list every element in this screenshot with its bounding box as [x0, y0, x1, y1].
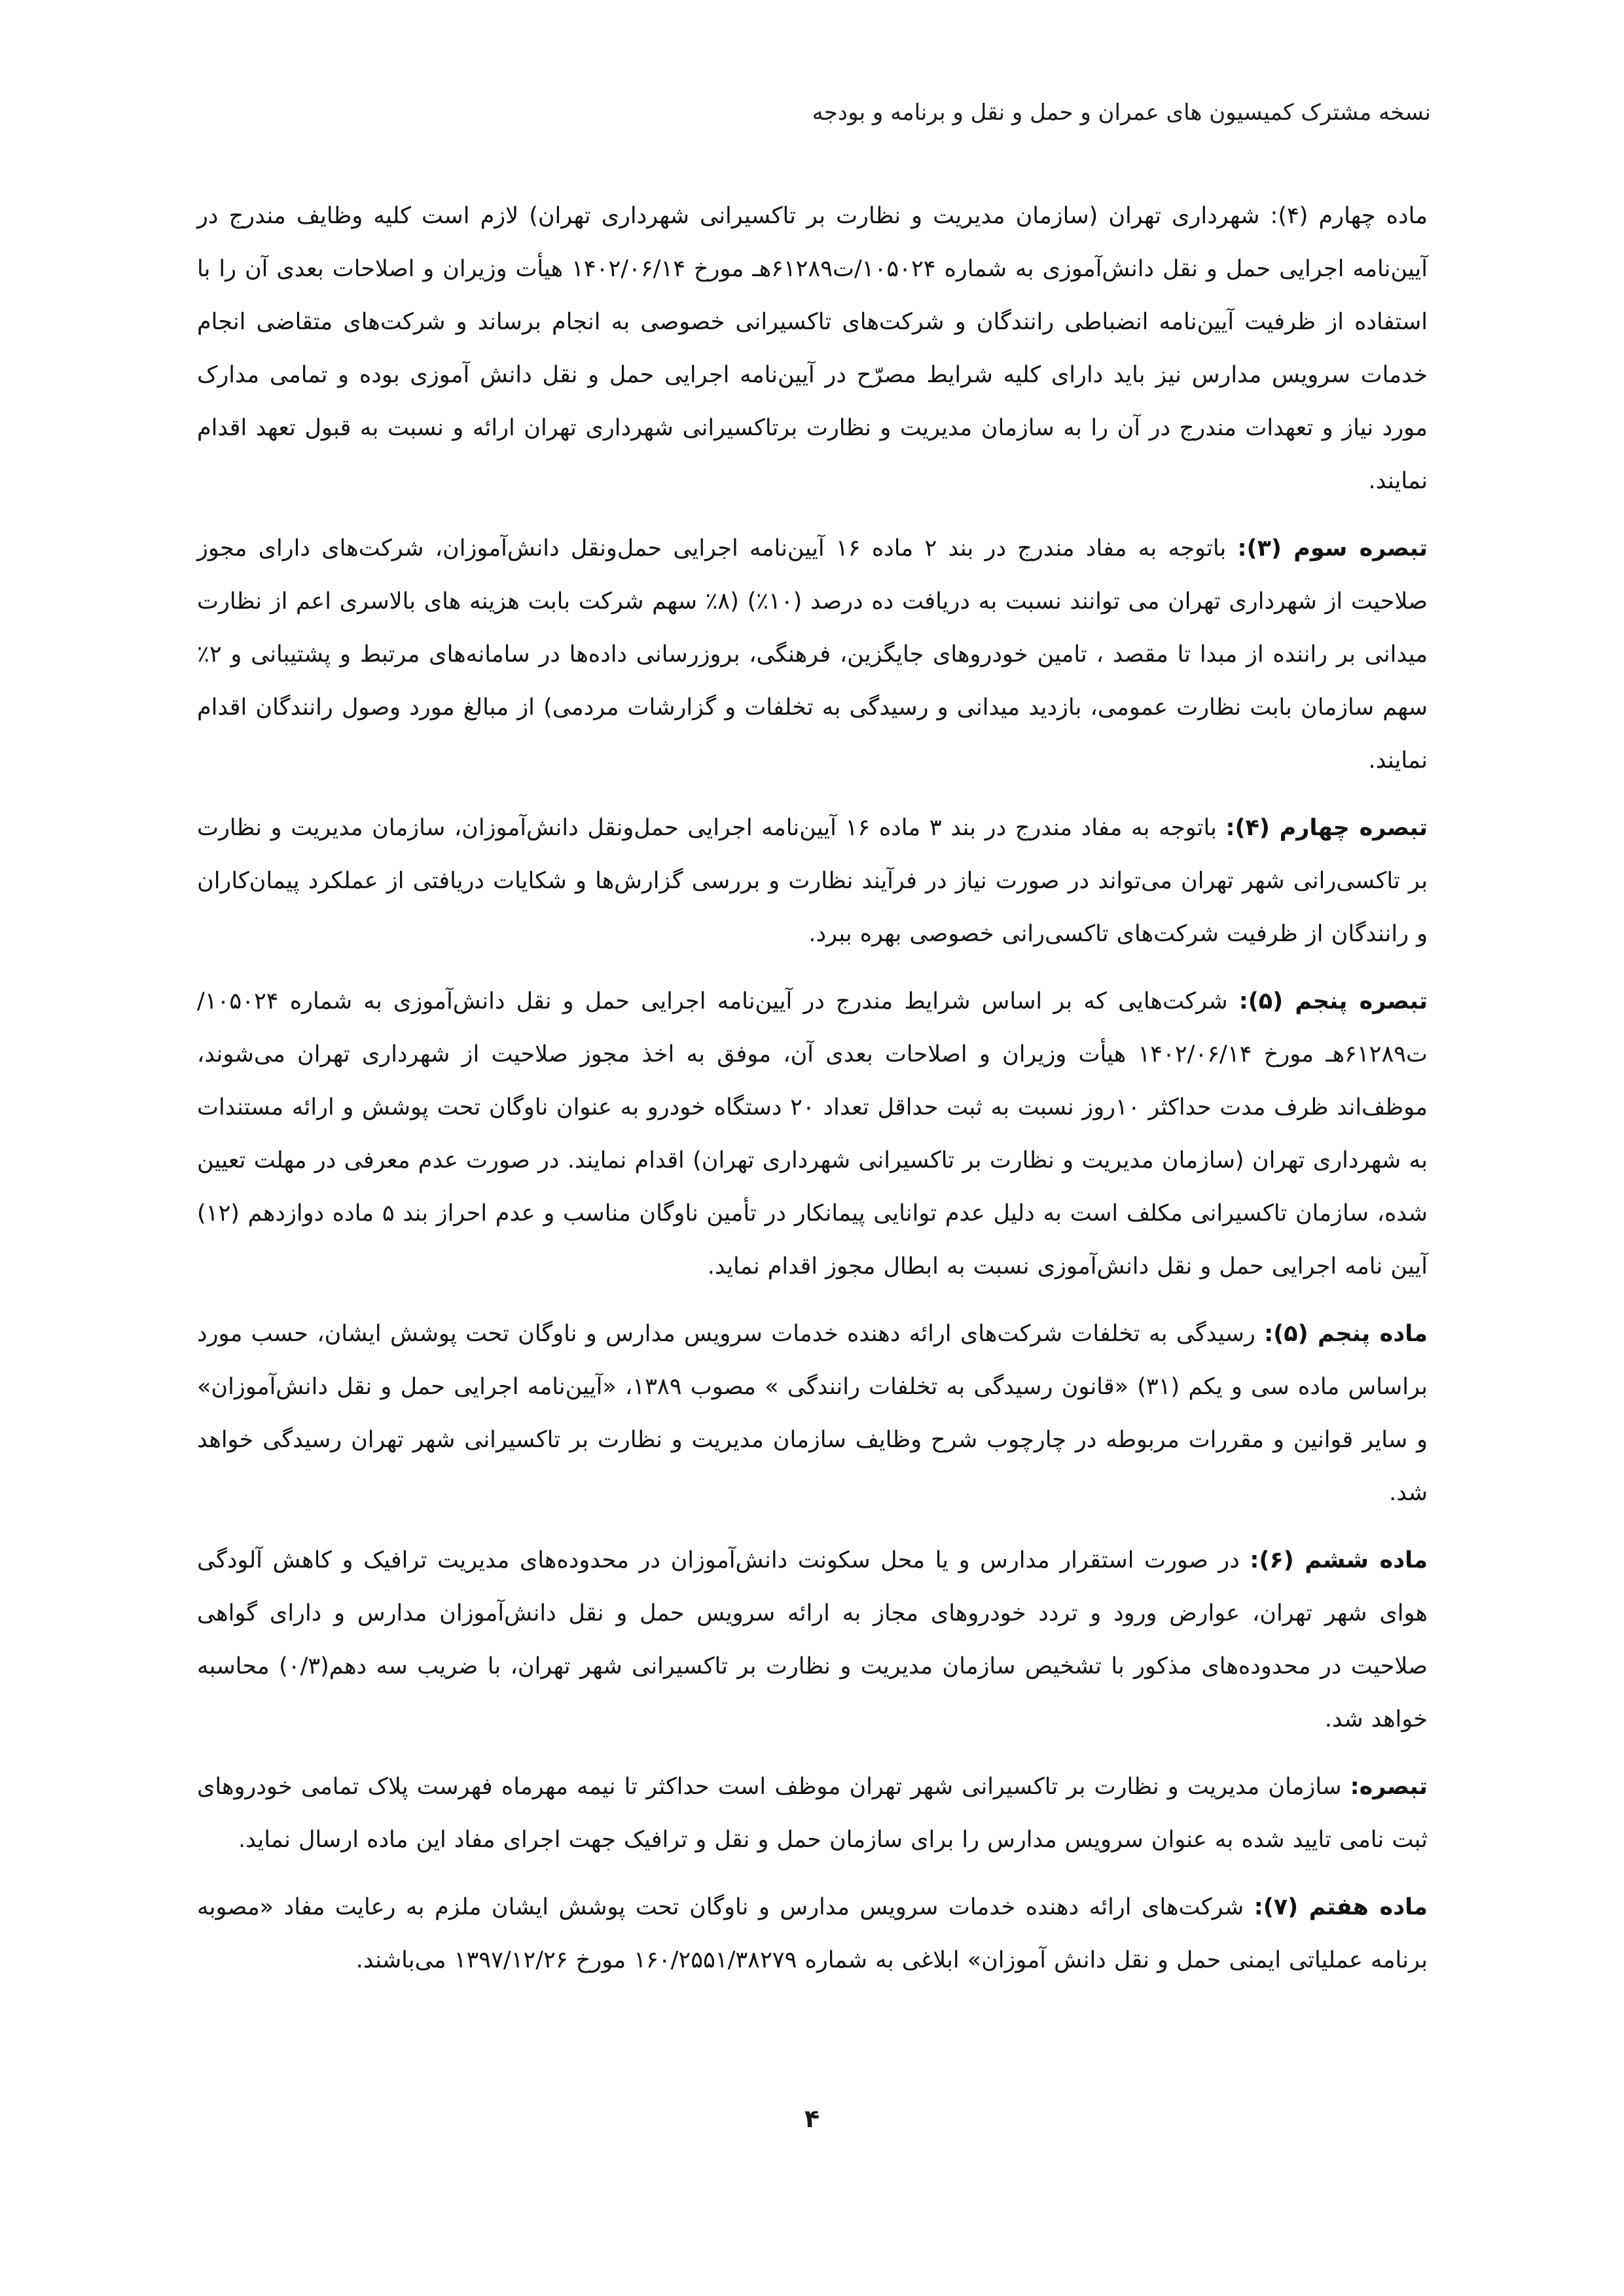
paragraph-text: سازمان مدیریت و نظارت بر تاکسیرانی شهر تهران موظف است حداکثر تا نیمه مهرماه فهرست پلاک تمامی خودروهای ثبت نامی تایید شده به عنوان سرویس مدارس را برای سازمان حمل و نقل و ترافیک جهت اجرای مفاد این ماده ارسال نماید.	[197, 1774, 1428, 1853]
paragraph-text: شرکت‌هایی که بر اساس شرایط مندرج در آیین‌نامه اجرایی حمل و نقل دانش‌آموزی به شماره ۱۰۵۰۲۴/ت۶۱۲۸۹هـ مورخ ۱۴۰۲/۰۶/۱۴ هیأت وزیران و اصلاحات بعدی آن، موفق به اخذ مجوز صلاحیت از شهرداری تهران می‌شوند، موظف‌اند ظرف مدت حداکثر ۱۰روز نسبت به ثبت حداقل تعداد ۲۰ دستگاه خودرو به عنوان ناوگان تحت پوشش و ارائه مستندات به شهرداری تهران (سازمان مدیریت و نظارت بر تاکسیرانی شهرداری تهران) اقدام نمایند. در صورت عدم معرفی در مهلت تعیین شده، سازمان تاکسیرانی مکلف است به دلیل عدم توانایی پیمانکار در تأمین ناوگان مناسب و عدم احراز بند ۵ ماده دوازدهم (۱۲) آیین نامه اجرایی حمل و نقل دانش‌آموزی نسبت به ابطال مجوز اقدام نماید.	[197, 988, 1428, 1280]
header-title: نسخه مشترک کمیسیون های عمران و حمل و نقل و برنامه و بودجه	[812, 99, 1431, 126]
paragraph-label: ماده هفتم (۷):	[1254, 1894, 1428, 1920]
page-number: ۴	[804, 2104, 820, 2133]
document-header	[0, 97, 1624, 128]
paragraph-label: تبصره چهارم (۴):	[1225, 815, 1428, 841]
paragraph-label: تبصره:	[1350, 1774, 1428, 1800]
paragraph-text: در صورت استقرار مدارس و یا محل سکونت دانش‌آموزان در محدوده‌های مدیریت ترافیک و کاهش آلودگی هوای شهر تهران، عوارض ورود و تردد خودروهای مجاز به ارائه سرویس حمل و نقل دانش‌آموزان مدارس و دارای گواهی صلاحیت در محدوده‌های مذکور با تشخیص سازمان مدیریت و نظارت بر تاکسیرانی شهر تهران، با ضریب سه دهم(۰/۳) محاسبه خواهد شد.	[197, 1547, 1428, 1732]
paragraph-note-4	[197, 802, 1428, 961]
paragraph-note-3	[197, 522, 1428, 787]
paragraph-label: تبصره سوم (۳):	[1237, 535, 1428, 562]
paragraph-text: باتوجه به مفاد مندرج در بند ۲ ماده ۱۶ آیین‌نامه اجرایی حمل‌ونقل دانش‌آموزان، شرکت‌های دارای مجوز صلاحیت از شهرداری تهران می توانند نسبت به دریافت ده درصد (۱۰٪) (۸٪ سهم شرکت بابت هزینه های بالاسری اعم از نظارت میدانی بر راننده از مبدا تا مقصد ، تامین خودروهای جایگزین، فرهنگی، بروزرسانی داده‌ها در سامانه‌های مرتبط و پشتیبانی و ۲٪ سهم سازمان بابت نظارت عمومی، بازدید میدانی و رسیدگی به تخلفات و گزارشات مردمی) از مبالغ مورد وصول رانندگان اقدام نمایند.	[197, 535, 1428, 774]
paragraph-article-6	[197, 1534, 1428, 1746]
document-body	[197, 190, 1428, 2001]
paragraph-text: باتوجه به مفاد مندرج در بند ۳ ماده ۱۶ آیین‌نامه اجرایی حمل‌ونقل دانش‌آموزان، سازمان مدیریت و نظارت بر تاکسی‌رانی شهر تهران می‌تواند در صورت نیاز در فرآیند نظارت و بررسی گزارش‌ها و شکایات دریافتی از عملکرد پیمان‌کاران و رانندگان از ظرفیت شرکت‌های تاکسی‌رانی خصوصی بهره ببرد.	[197, 815, 1428, 947]
paragraph-label: ماده ششم (۶):	[1250, 1547, 1428, 1573]
paragraph-article-5	[197, 1308, 1428, 1520]
paragraph-text: رسیدگی به تخلفات شرکت‌های ارائه دهنده خدمات سرویس مدارس و ناوگان تحت پوشش ایشان، حسب مورد براساس ماده سی و یکم (۳۱) «قانون رسیدگی به تخلفات رانندگی » مصوب ۱۳۸۹، «آیین‌نامه اجرایی حمل و نقل دانش‌آموزان» و سایر قوانین و مقررات مربوطه در چارچوب شرح وظایف سازمان مدیریت و نظارت بر تاکسیرانی شهر تهران رسیدگی خواهد شد.	[197, 1321, 1428, 1506]
paragraph-text: ماده چهارم (۴): شهرداری تهران (سازمان مدیریت و نظارت بر تاکسیرانی شهرداری تهران) لازم است کلیه وظایف مندرج در آیین‌نامه اجرایی حمل و نقل دانش‌آموزی به شماره ۱۰۵۰۲۴/ت۶۱۲۸۹هـ مورخ ۱۴۰۲/۰۶/۱۴ هیأت وزیران و اصلاحات بعدی آن را با استفاده از ظرفیت آیین‌نامه انضباطی رانندگان و شرکت‌های تاکسیرانی خصوصی به انجام برساند و شرکت‌های متقاضی انجام خدمات سرویس مدارس نیز باید دارای کلیه شرایط مصرّح در آیین‌نامه اجرایی حمل و نقل دانش آموزی بوده و تمامی مدارک مورد نیاز و تعهدات مندرج در آن را به سازمان مدیریت و نظارت برتاکسیرانی شهرداری تهران ارائه و نسبت به قبول تعهد اقدام نمایند.	[197, 203, 1428, 494]
paragraph-label: تبصره پنجم (۵):	[1238, 988, 1428, 1014]
paragraph-note-article-6	[197, 1761, 1428, 1867]
paragraph-article-4	[197, 190, 1428, 508]
paragraph-note-5	[197, 975, 1428, 1293]
paragraph-label: ماده پنجم (۵):	[1264, 1321, 1428, 1347]
paragraph-text: شرکت‌های ارائه دهنده خدمات سرویس مدارس و ناوگان تحت پوشش ایشان ملزم به رعایت مفاد «مصوبه برنامه عملیاتی ایمنی حمل و نقل دانش آموزان» ابلاغی به شماره ۱۶۰/۲۵۵۱/۳۸۲۷۹ مورخ ۱۳۹۷/۱۲/۲۶ می‌باشند.	[197, 1894, 1428, 1973]
paragraph-article-7	[197, 1881, 1428, 1987]
